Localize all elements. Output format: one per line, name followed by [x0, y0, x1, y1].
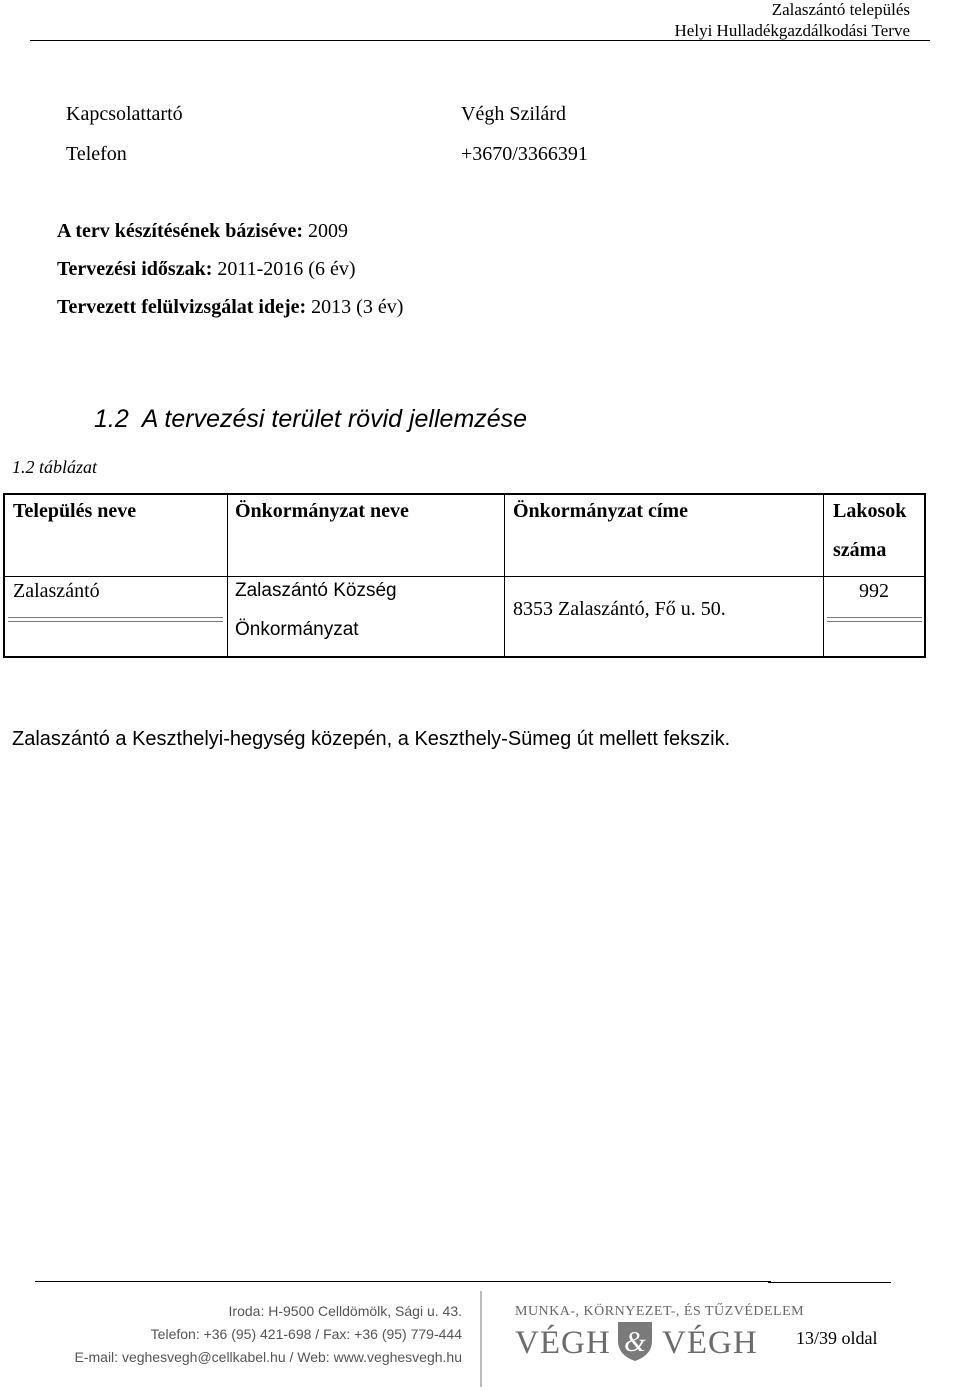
contact-phone-value: +3670/3366391 — [461, 143, 588, 165]
contact-phone-label: Telefon — [66, 143, 127, 165]
cell-gov-name-line1: Zalaszántó Község — [235, 580, 397, 601]
page-number: 13/39 oldal — [796, 1328, 878, 1348]
settlement-table — [3, 493, 926, 658]
brand-emblem — [612, 1317, 658, 1363]
footer-separator — [480, 1291, 482, 1387]
footer-email-web: E-mail: veghesvegh@cellkabel.hu / Web: www.veghesvegh.hu — [74, 1349, 462, 1365]
footer-phone-fax: Telefon: +36 (95) 421-698 / Fax: +36 (95) 779-444 — [150, 1326, 462, 1342]
header-rule — [30, 40, 930, 41]
header-population-1: Lakosok — [833, 500, 907, 522]
cell-double-rule — [8, 617, 223, 622]
review-label: Tervezett felülvizsgálat ideje: — [57, 296, 307, 318]
base-year-label: A terv készítésének báziséve: — [57, 220, 304, 242]
header-title: Zalaszántó település — [771, 0, 910, 19]
header-gov-name: Önkormányzat neve — [235, 500, 409, 522]
section-heading — [94, 405, 527, 434]
header-population-2: száma — [833, 539, 887, 561]
brand-name-left: VÉGH — [515, 1325, 611, 1361]
section-title: A tervezési terület rövid jellemzése — [141, 405, 528, 433]
header-gov-address: Önkormányzat címe — [513, 500, 688, 522]
footer-rule-short — [768, 1282, 891, 1283]
cell-settlement: Zalaszántó — [13, 580, 100, 602]
cell-gov-name-line2: Önkormányzat — [235, 619, 359, 640]
contact-person-value: Végh Szilárd — [461, 103, 566, 125]
section-number: 1.2 — [94, 405, 129, 433]
area-description: Zalaszántó a Keszthelyi-hegység közepén, a Keszthely-Sümeg út mellett fekszik. — [12, 728, 731, 750]
base-year-value: 2009 — [308, 220, 349, 242]
period-label: Tervezési időszak: — [57, 258, 213, 280]
cell-double-rule — [827, 617, 922, 622]
header-subtitle: Helyi Hulladékgazdálkodási Terve — [674, 21, 910, 40]
brand-tagline: MUNKA-, KÖRNYEZET-, ÉS TŰZVÉDELEM — [515, 1304, 805, 1319]
review-value: 2013 (3 év) — [311, 296, 404, 318]
review-line — [57, 296, 403, 319]
brand-emblem-icon — [612, 1317, 658, 1363]
period-line — [57, 258, 355, 281]
footer-rule — [35, 1281, 771, 1282]
cell-gov-address: 8353 Zalaszántó, Fő u. 50. — [513, 598, 726, 620]
contact-person-label: Kapcsolattartó — [66, 103, 183, 125]
footer-office: Iroda: H-9500 Celldömölk, Sági u. 43. — [228, 1303, 462, 1319]
period-value: 2011-2016 (6 év) — [217, 258, 356, 280]
brand-name-right: VÉGH — [662, 1325, 758, 1361]
cell-population: 992 — [859, 580, 889, 602]
header-settlement: Település neve — [13, 500, 137, 522]
svg-text:&: & — [624, 1327, 646, 1358]
table-row-divider — [5, 576, 924, 577]
table-caption: 1.2 táblázat — [12, 457, 98, 477]
base-year-line — [57, 220, 348, 243]
